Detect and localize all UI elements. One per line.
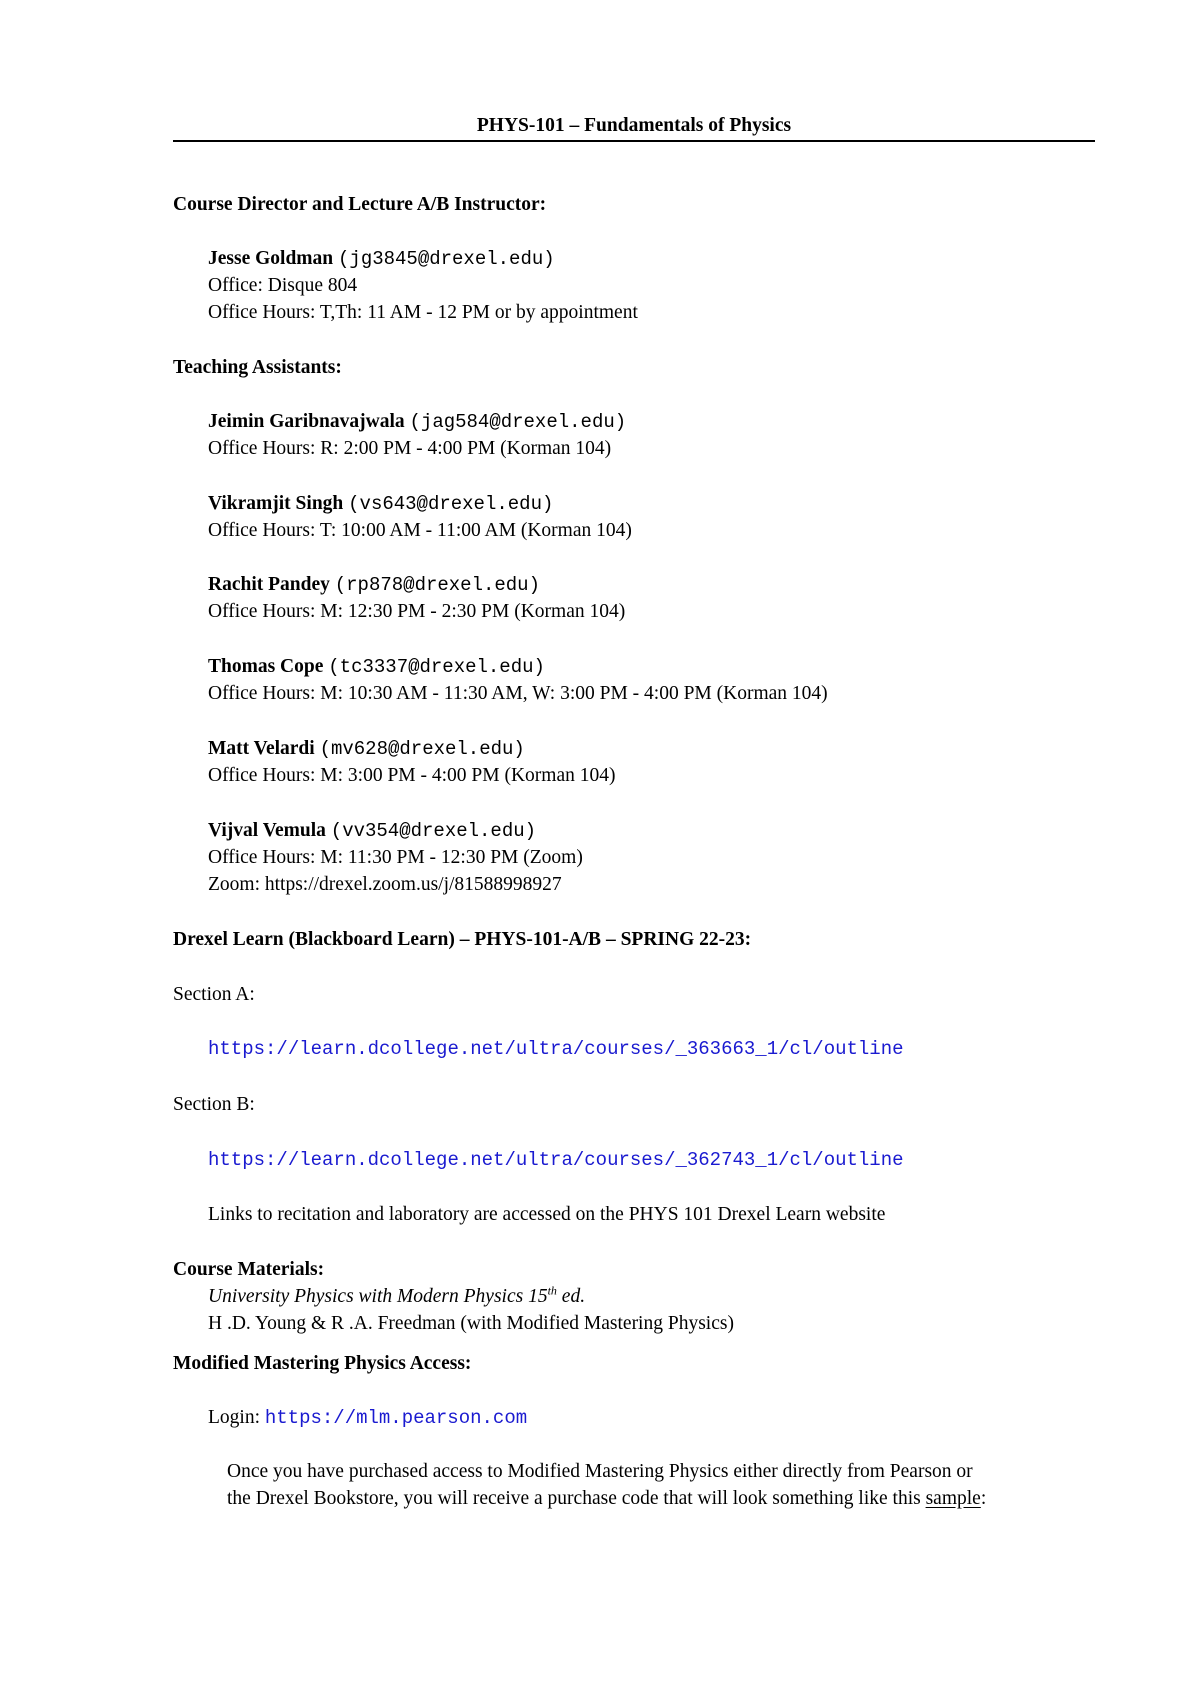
- login-line: [208, 1404, 527, 1432]
- login-label: Login:: [208, 1407, 265, 1428]
- director-name: Jesse Goldman: [208, 248, 334, 269]
- ta-name-line: [208, 490, 553, 518]
- book-edition-sup: th: [547, 1283, 557, 1298]
- section-b-link[interactable]: https://learn.dcollege.net/ultra/courses/_362743_1/cl/outline: [208, 1149, 904, 1171]
- book-title: University Physics with Modern Physics 15: [208, 1286, 548, 1307]
- ta-name-line: [208, 817, 536, 845]
- ta-name: Thomas Cope: [208, 656, 324, 677]
- ta-name-line: [208, 653, 545, 681]
- login-link[interactable]: https://mlm.pearson.com: [264, 1407, 528, 1429]
- director-office: Office: Disque 804: [208, 275, 358, 296]
- ta-name: Rachit Pandey: [208, 574, 330, 595]
- learn-heading: Drexel Learn (Blackboard Learn) – PHYS-101-A/B – SPRING 22-23:: [173, 929, 752, 950]
- learn-note: Links to recitation and laboratory are accessed on the PHYS 101 Drexel Learn website: [208, 1204, 886, 1225]
- page-title: PHYS-101 – Fundamentals of Physics: [476, 115, 792, 136]
- sample-link[interactable]: sample: [925, 1488, 981, 1509]
- book-title-line: [208, 1283, 585, 1310]
- ta-hours: Office Hours: M: 3:00 PM - 4:00 PM (Korman 104): [208, 765, 616, 786]
- ta-hours: Office Hours: M: 10:30 AM - 11:30 AM, W: 3:00 PM - 4:00 PM (Korman 104): [208, 683, 828, 704]
- director-name-line: [208, 245, 555, 273]
- mastering-paragraph-colon: :: [980, 1488, 987, 1509]
- ta-email: (vv354@drexel.edu): [330, 820, 537, 842]
- ta-email: (jag584@drexel.edu): [409, 411, 627, 433]
- ta-hours: Office Hours: M: 12:30 PM - 2:30 PM (Korman 104): [208, 601, 626, 622]
- mastering-heading: Modified Mastering Physics Access:: [173, 1353, 472, 1374]
- ta-name-line: [208, 408, 626, 436]
- section-b-label: Section B:: [173, 1094, 255, 1115]
- section-a-label: Section A:: [173, 984, 255, 1005]
- book-edition: ed.: [556, 1286, 586, 1307]
- book-authors: H .D. Young & R .A. Freedman (with Modified Mastering Physics): [208, 1313, 734, 1334]
- director-hours: Office Hours: T,Th: 11 AM - 12 PM or by appointment: [208, 302, 638, 323]
- ta-hours: Office Hours: R: 2:00 PM - 4:00 PM (Korman 104): [208, 438, 612, 459]
- ta-hours: Office Hours: T: 10:00 AM - 11:00 AM (Korman 104): [208, 520, 632, 541]
- header-rule: [173, 140, 1095, 142]
- ta-name: Vijval Vemula: [208, 820, 326, 841]
- ta-name: Jeimin Garibnavajwala: [208, 411, 405, 432]
- mastering-paragraph-text: the Drexel Bookstore, you will receive a purchase code that will look something like this: [227, 1488, 926, 1509]
- ta-hours: Office Hours: M: 11:30 PM - 12:30 PM (Zoom): [208, 847, 583, 868]
- ta-zoom-link[interactable]: Zoom: https://drexel.zoom.us/j/81588998927: [208, 874, 562, 895]
- materials-heading: Course Materials:: [173, 1259, 325, 1280]
- ta-name: Vikramjit Singh: [208, 493, 344, 514]
- ta-name-line: [208, 735, 525, 763]
- mastering-paragraph-line1: Once you have purchased access to Modified Mastering Physics either directly from Pearson or: [227, 1461, 973, 1482]
- director-email: (jg3845@drexel.edu): [338, 248, 555, 270]
- ta-name-line: [208, 571, 540, 599]
- section-a-link[interactable]: https://learn.dcollege.net/ultra/courses/_363663_1/cl/outline: [208, 1038, 904, 1060]
- ta-heading: Teaching Assistants:: [173, 357, 342, 378]
- ta-email: (rp878@drexel.edu): [334, 574, 540, 596]
- ta-email: (tc3337@drexel.edu): [328, 656, 545, 678]
- ta-email: (mv628@drexel.edu): [319, 738, 525, 760]
- director-heading: Course Director and Lecture A/B Instructor:: [173, 194, 547, 215]
- ta-name: Matt Velardi: [208, 738, 315, 759]
- mastering-paragraph-line2: [227, 1485, 986, 1512]
- ta-email: (vs643@drexel.edu): [348, 493, 554, 515]
